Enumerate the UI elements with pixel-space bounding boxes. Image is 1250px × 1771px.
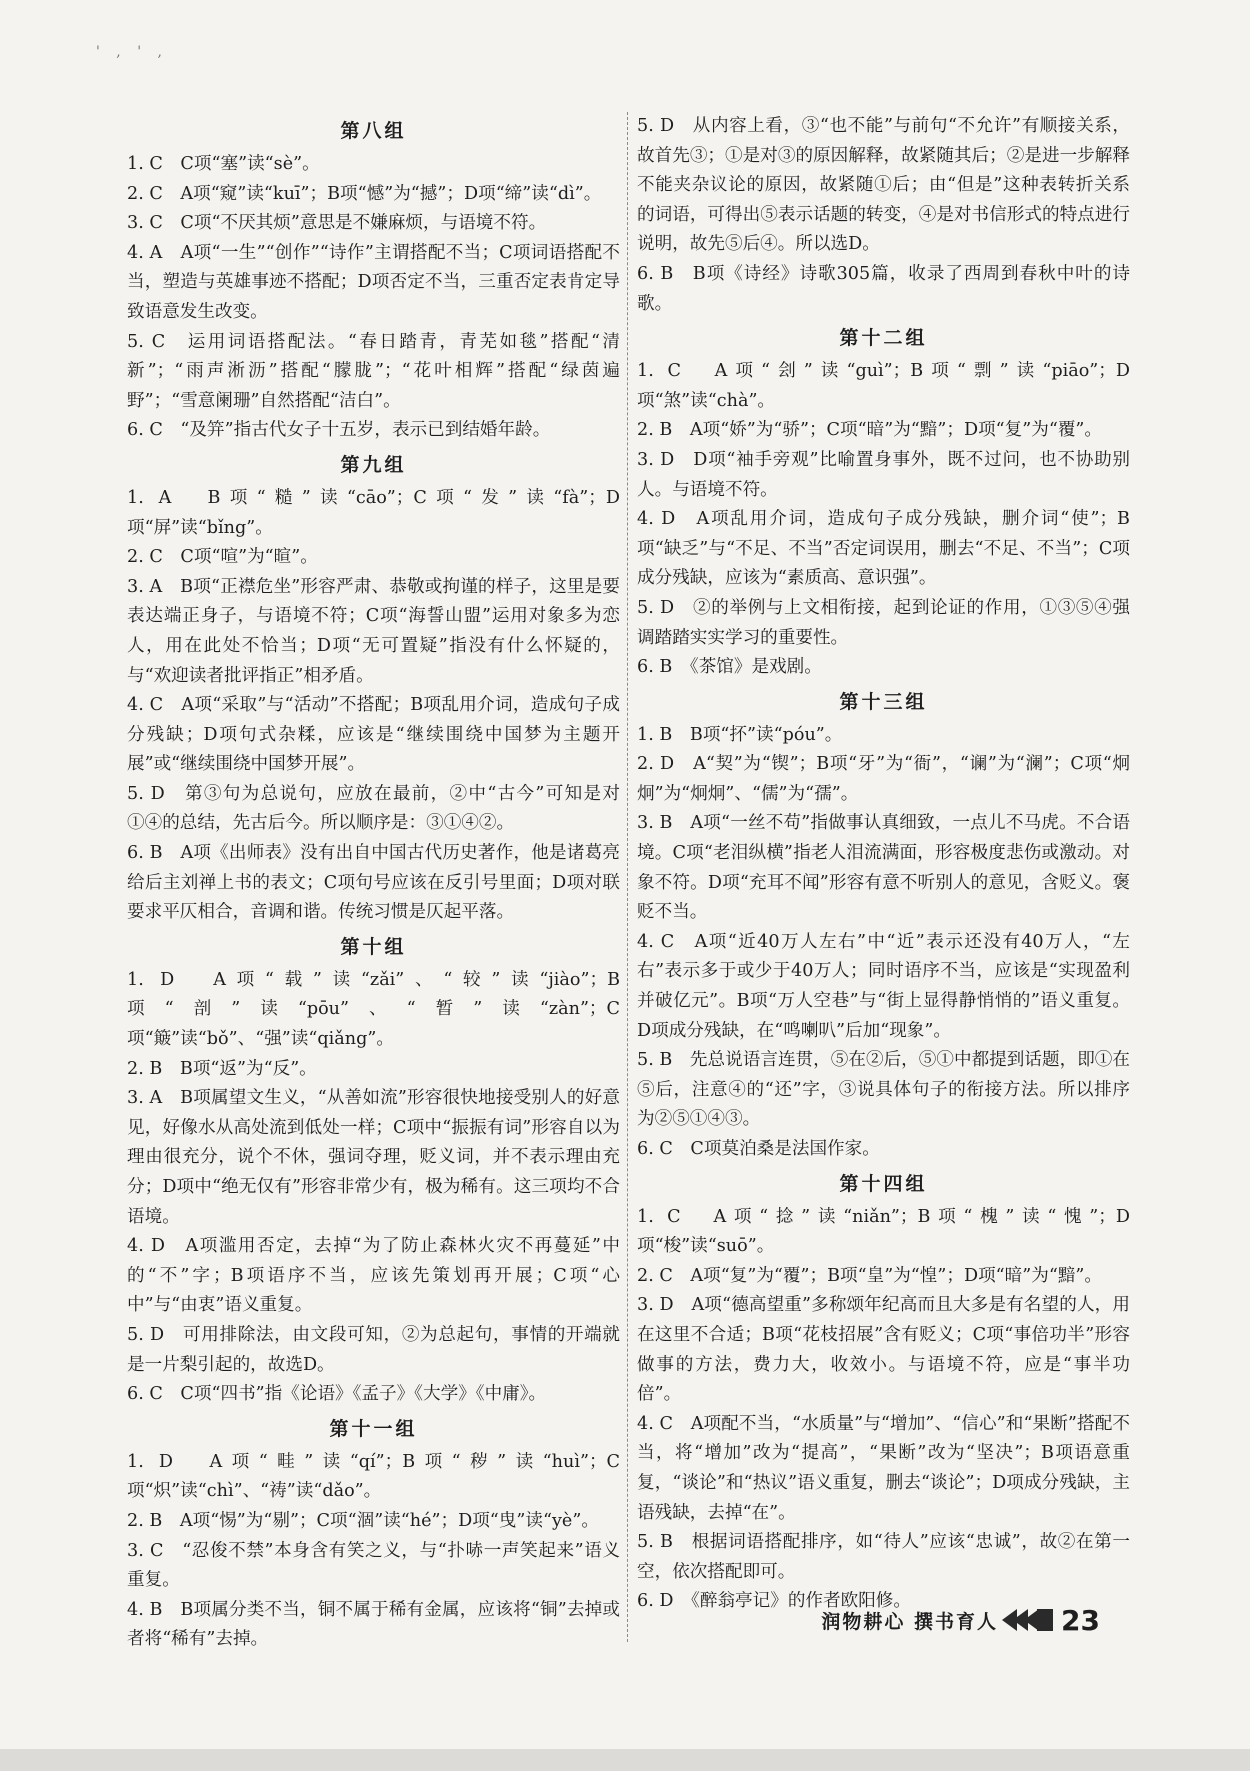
answer-item: 4. C A项“近40万人左右”中“近”表示还没有40万人，“左右”表示多于或少于40万人；同时语序不当，应该是“实现盈利并破亿元”。B项“万人空巷”与“街上显得静悄悄的”语义重复。D项成分残缺，在“鸣喇叭”后加“现象”。 [637, 931, 1130, 1041]
answer-item: 5. D 从内容上看，③“也不能”与前句“不允许”有顺接关系，故首先③；①是对③的原因解释，故紧随其后；②是进一步解释不能夹杂议论的原因，故紧随①后；由“但是”这种表转折关系的词语，可得出⑤表示话题的转变，④是对书信形式的特点进行说明，故先⑤后④。所以选D。 [637, 116, 1130, 255]
group-title: 第十二组 [839, 327, 928, 350]
answer-item: 3. A B项属望文生义，“从善如流”形容很快地接受别人的好意见，好像水从高处流到低处一样；C项中“振振有词”形容自以为理由很充分，说个不休，强词夺理，贬义词，并不表示理由充分；D项中“绝无仅有”形容非常少有，极为稀有。这三项均不合语境。 [127, 1088, 620, 1227]
column-divider [627, 112, 628, 1642]
answer-item: 6. B B项《诗经》诗歌305篇，收录了西周到春秋中叶的诗歌。 [637, 263, 1130, 314]
page-number: 23 [1061, 1603, 1100, 1637]
answer-item: 2. D A“契”为“锲”；B项“牙”为“衙”，“谰”为“澜”；C项“炯炯”为“炯炯”、“儒”为“孺”。 [637, 754, 1130, 804]
answer-item: 6. C C项莫泊桑是法国作家。 [637, 1139, 880, 1159]
answer-item: 4. D A项乱用介词，造成句子成分残缺，删介词“使”；B项“缺乏”与“不足、不当”否定词误用，删去“不足、不当”；C项成分残缺，应该为“素质高、意识强”。 [637, 509, 1130, 589]
answer-item: 3. A B项“正襟危坐”形容严肃、恭敬或拘谨的样子，这里是要表达端正身子，与语境不符；C项“海誓山盟”运用对象多为恋人，用在此处不恰当；D项“无可置疑”指没有什么怀疑的，与“欢迎读者批评指正”相矛盾。 [127, 576, 620, 686]
corner-marks: ' , ' , [96, 44, 168, 60]
group-title: 第八组 [340, 120, 407, 142]
answer-item: 6. B 《茶馆》是戏剧。 [637, 657, 822, 678]
answer-item: 5. B 先总说语言连贯，⑤在②后，⑤①中都提到话题，即①在⑤后，注意④的“还”字，③说具体句子的衔接方法。所以排序为②⑤①④③。 [637, 1050, 1130, 1130]
answer-item: 5. D 第③句为总说句，应放在最前，②中“古今”可知是对①④的总结，先古后今。所以顺序是：③①④②。 [127, 783, 620, 834]
group-title: 第十一组 [329, 1417, 418, 1440]
answer-item: 5. C 运用词语搭配法。“春日踏青，青芜如毯”搭配“清新”；“雨声淅沥”搭配“朦胧”；“花叶相辉”搭配“绿茵遍野”；“雪意阑珊”自然搭配“洁白”。 [127, 331, 620, 411]
answer-item: 1. C A项“捻”读“niǎn”；B项“槐”读“愧”；D项“梭”读“suō”。 [637, 1206, 1130, 1257]
answer-item: 2. B A项“惕”为“剔”；C项“涸”读“hé”；D项“曳”读“yè”。 [127, 1510, 599, 1531]
answer-item: 6. C “及笄”指古代女子十五岁，表示已到结婚年龄。 [127, 420, 551, 441]
answer-item: 3. C “忍俊不禁”本身含有笑之义，与“扑哧一声笑起来”语义重复。 [127, 1540, 620, 1591]
answer-item: 3. D A项“德高望重”多称颂年纪高而且大多是有名望的人，用在这里不合适；B项“花枝招展”含有贬义；C项“事倍功半”形容做事的方法，费力大，收效小。与语境不符，应是“事半功倍”。 [637, 1295, 1130, 1405]
left-column [127, 112, 620, 1655]
group-title: 第九组 [340, 453, 407, 476]
answer-item: 2. C A项“复”为“覆”；B项“皇”为“惶”；D项“暗”为“黯”。 [637, 1265, 1103, 1286]
answer-item: 3. D D项“袖手旁观”比喻置身事外，既不过问，也不协助别人。与语境不符。 [637, 449, 1130, 500]
right-column [637, 112, 1130, 1617]
scan-bottom-band [0, 1749, 1250, 1771]
answer-item: 2. B B项“返”为“反”。 [127, 1058, 317, 1079]
answer-item: 5. D 可用排除法，由文段可知，②为总起句，事情的开端就是一片梨引起的，故选D。 [127, 1324, 620, 1375]
answer-item: 2. C C项“喧”为“暄”。 [127, 547, 318, 568]
answer-item: 6. C C项“四书”指《论语》《孟子》《大学》《中庸》。 [127, 1384, 547, 1405]
answer-item: 4. A A项“一生”“创作”“诗作”主谓搭配不当；C项词语搭配不当，塑造与英雄事迹不搭配；D项否定不当，三重否定表肯定导致语意发生改变。 [127, 242, 620, 322]
answer-item: 4. B B项属分类不当，铜不属于稀有金属，应该将“铜”去掉或者将“稀有”去掉。 [127, 1599, 620, 1650]
answer-item: 5. B 根据词语搭配排序，如“待人”应该“忠诚”，故②在第一空，依次搭配即可。 [637, 1532, 1130, 1582]
group-title: 第十组 [340, 935, 407, 958]
footer [821, 1600, 1100, 1640]
answer-item: 4. C A项配不当，“水质量”与“增加”、“信心”和“果断”搭配不当，将“增加”改为“提高”，“果断”改为“坚决”；B项语意重复，“谈论”和“热议”语义重复，删去“谈论”；D项成分残缺，主语残缺，去掉“在”。 [637, 1413, 1130, 1523]
answer-item: 1. D A项“畦”读“qí”；B项“秽”读“huì”；C项“炽”读“chì”、“祷”读“dǎo”。 [127, 1451, 620, 1502]
group-title: 第十三组 [839, 690, 928, 713]
answer-item: 2. B A项“娇”为“骄”；C项“暗”为“黯”；D项“复”为“覆”。 [637, 420, 1103, 441]
group-title: 第十四组 [839, 1172, 928, 1195]
answer-item: 3. B A项“一丝不苟”指做事认真细致，一点儿不马虎。不合语境。C项“老泪纵横”指老人泪流满面，形容极度悲伤或激动。对象不符。D项“充耳不闻”形容有意不听别人的意见，含贬义。褒贬不当。 [637, 813, 1130, 923]
answer-item: 1. D A项“载”读“zǎi”、“较”读“jiào”；B项“剖”读“pōu”、“暂”读“zàn”；C项“簸”读“bǒ”、“强”读“qiǎng”。 [127, 969, 620, 1050]
answer-item: 6. B A项《出师表》没有出自中国古代历史著作，他是诸葛亮给后主刘禅上书的表文；C项句号应该在反引号里面；D项对联要求平仄相合，音调和谐。传统习惯是仄起平落。 [127, 843, 620, 923]
answer-item: 1. C C项“塞”读“sè”。 [127, 154, 320, 174]
answer-item: 4. C A项“采取”与“活动”不搭配；B项乱用介词，造成句子成分残缺；D项句式杂糅，应该是“继续围绕中国梦为主题开展”或“继续围绕中国梦开展”。 [127, 695, 620, 775]
answer-item: 1. A B项“糙”读“cāo”；C项“发”读“fà”；D项“屏”读“bǐng”。 [127, 487, 620, 538]
arrows-icon [1006, 1609, 1053, 1631]
footer-motto: 润物耕心 撰书育人 [821, 1610, 999, 1633]
answer-item: 3. C C项“不厌其烦”意思是不嫌麻烦，与语境不符。 [127, 213, 547, 234]
answer-item: 4. D A项滥用否定，去掉“为了防止森林火灾不再蔓延”中的“不”字；B项语序不当，应该先策划再开展；C项“心中”与“由衷”语义重复。 [127, 1236, 620, 1316]
answer-item: 2. C A项“窥”读“kuī”；B项“憾”为“撼”；D项“缔”读“dì”。 [127, 183, 602, 204]
answer-item: 6. D 《醉翁亭记》的作者欧阳修。 [637, 1591, 911, 1612]
answer-item: 1. B B项“抔”读“póu”。 [637, 724, 843, 745]
answer-item: 5. D ②的举例与上文相衔接，起到论证的作用，①③⑤④强调踏踏实实学习的重要性。 [637, 597, 1130, 648]
answer-item: 1. C A项“刽”读“guì”；B项“剽”读“piāo”；D项“煞”读“chà”。 [637, 361, 1130, 411]
